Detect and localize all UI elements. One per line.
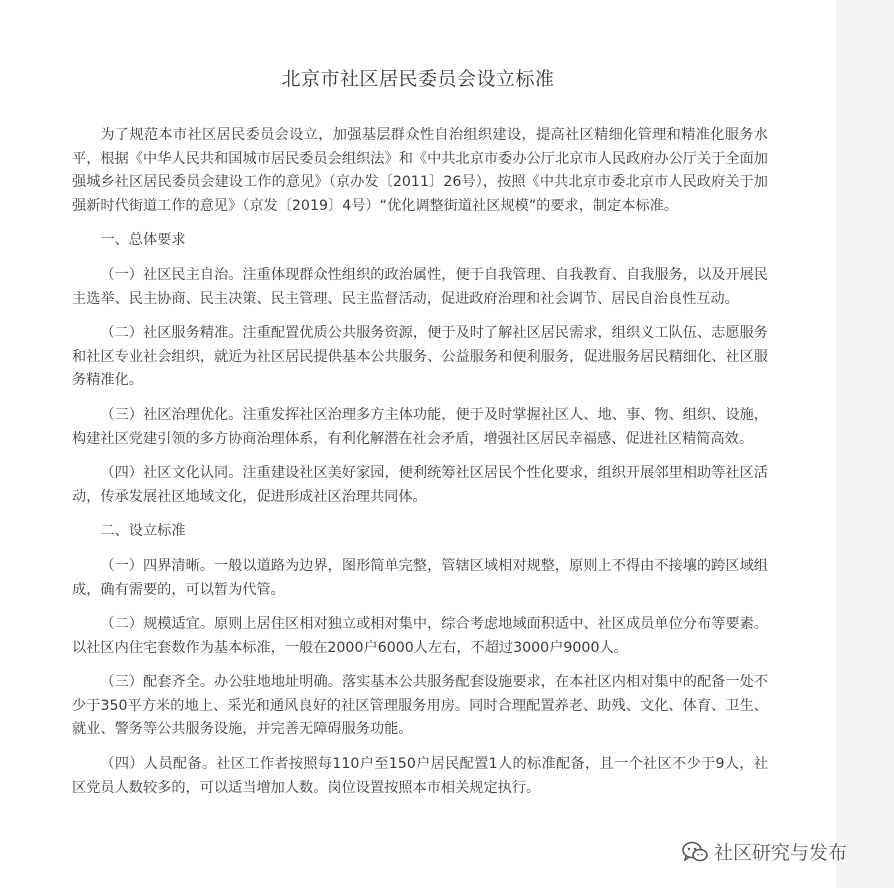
watermark — [682, 838, 847, 865]
list-item: （四）人员配备。社区工作者按照每110户至150户居民配置1人的标准配备，且一个社区不少于9人，社区党员人数较多的，可以适当增加人数。岗位设置按照本市相关规定执行。 — [72, 756, 768, 796]
intro-paragraph: 为了规范本市社区居民委员会设立，加强基层群众性自治组织建设，提高社区精细化管理和精准化服务水平，根据《中华人民共和国城市居民委员会组织法》和《中共北京市委办公厅北京市人民政府办公厅关于全面加强城乡社区居民委员会建设工作的意见》（京办发〔2011〕26号），按照《中共北京市委北京市人民政府关于加强新时代街道工作的意见》（京发〔2019〕4号）“优化调整街道社区规模”的要求，制定本标准。 — [72, 127, 768, 214]
section-heading-standards: 二、设立标准 — [100, 523, 186, 540]
wechat-icon — [682, 841, 708, 863]
list-item: （一）四界清晰。一般以道路为边界，图形简单完整，管辖区域相对规整，原则上不得由不接壤的跨区域组成，确有需要的，可以暂为代管。 — [72, 557, 768, 598]
section-heading-general: 一、总体要求 — [100, 232, 186, 249]
list-item: （一）社区民主自治。注重体现群众性组织的政治属性，便于自我管理、自我教育、自我服务，以及开展民主选举、民主协商、民主决策、民主管理、民主监督活动，促进政府治理和社会调节、居民自治良性互动。 — [72, 266, 768, 307]
list-item: （三）社区治理优化。注重发挥社区治理多方主体功能，便于及时掌握社区人、地、事、物、组织、设施，构建社区党建引领的多方协商治理体系，有利化解潜在社会矛盾，增强社区居民幸福感、促进社区精简高效。 — [72, 406, 768, 447]
list-item: （二）社区服务精准。注重配置优质公共服务资源，便于及时了解社区居民需求，组织义工队伍、志愿服务和社区专业社会组织，就近为社区居民提供基本公共服务、公益服务和便利服务，促进服务居民精细化、社区服务精准化。 — [72, 325, 768, 389]
list-item: （四）社区文化认同。注重建设社区美好家园，便利统筹社区居民个性化要求，组织开展邻里相助等社区活动，传承发展社区地域文化，促进形成社区治理共同体。 — [72, 465, 768, 505]
watermark-text: 社区研究与发布 — [714, 842, 848, 864]
list-item: （三）配套齐全。办公驻地地址明确。落实基本公共服务配套设施要求，在本社区内相对集中的配备一处不少于350平方米的地上、采光和通风良好的社区管理服务用房。同时合理配置养老、助残、文化、体育、卫生、就业、警务等公共服务设施，并完善无障碍服务功能。 — [72, 674, 768, 738]
list-item: （二）规模适宜。原则上居住区相对独立或相对集中，综合考虑地域面积适中、社区成员单位分布等要素。以社区内住宅套数作为基本标准，一般在2000户6000人左右，不超过3000户9000人。 — [72, 616, 768, 656]
document-body — [72, 124, 768, 811]
page-margin-strip — [836, 0, 894, 888]
page-title: 北京市社区居民委员会设立标准 — [281, 68, 555, 90]
